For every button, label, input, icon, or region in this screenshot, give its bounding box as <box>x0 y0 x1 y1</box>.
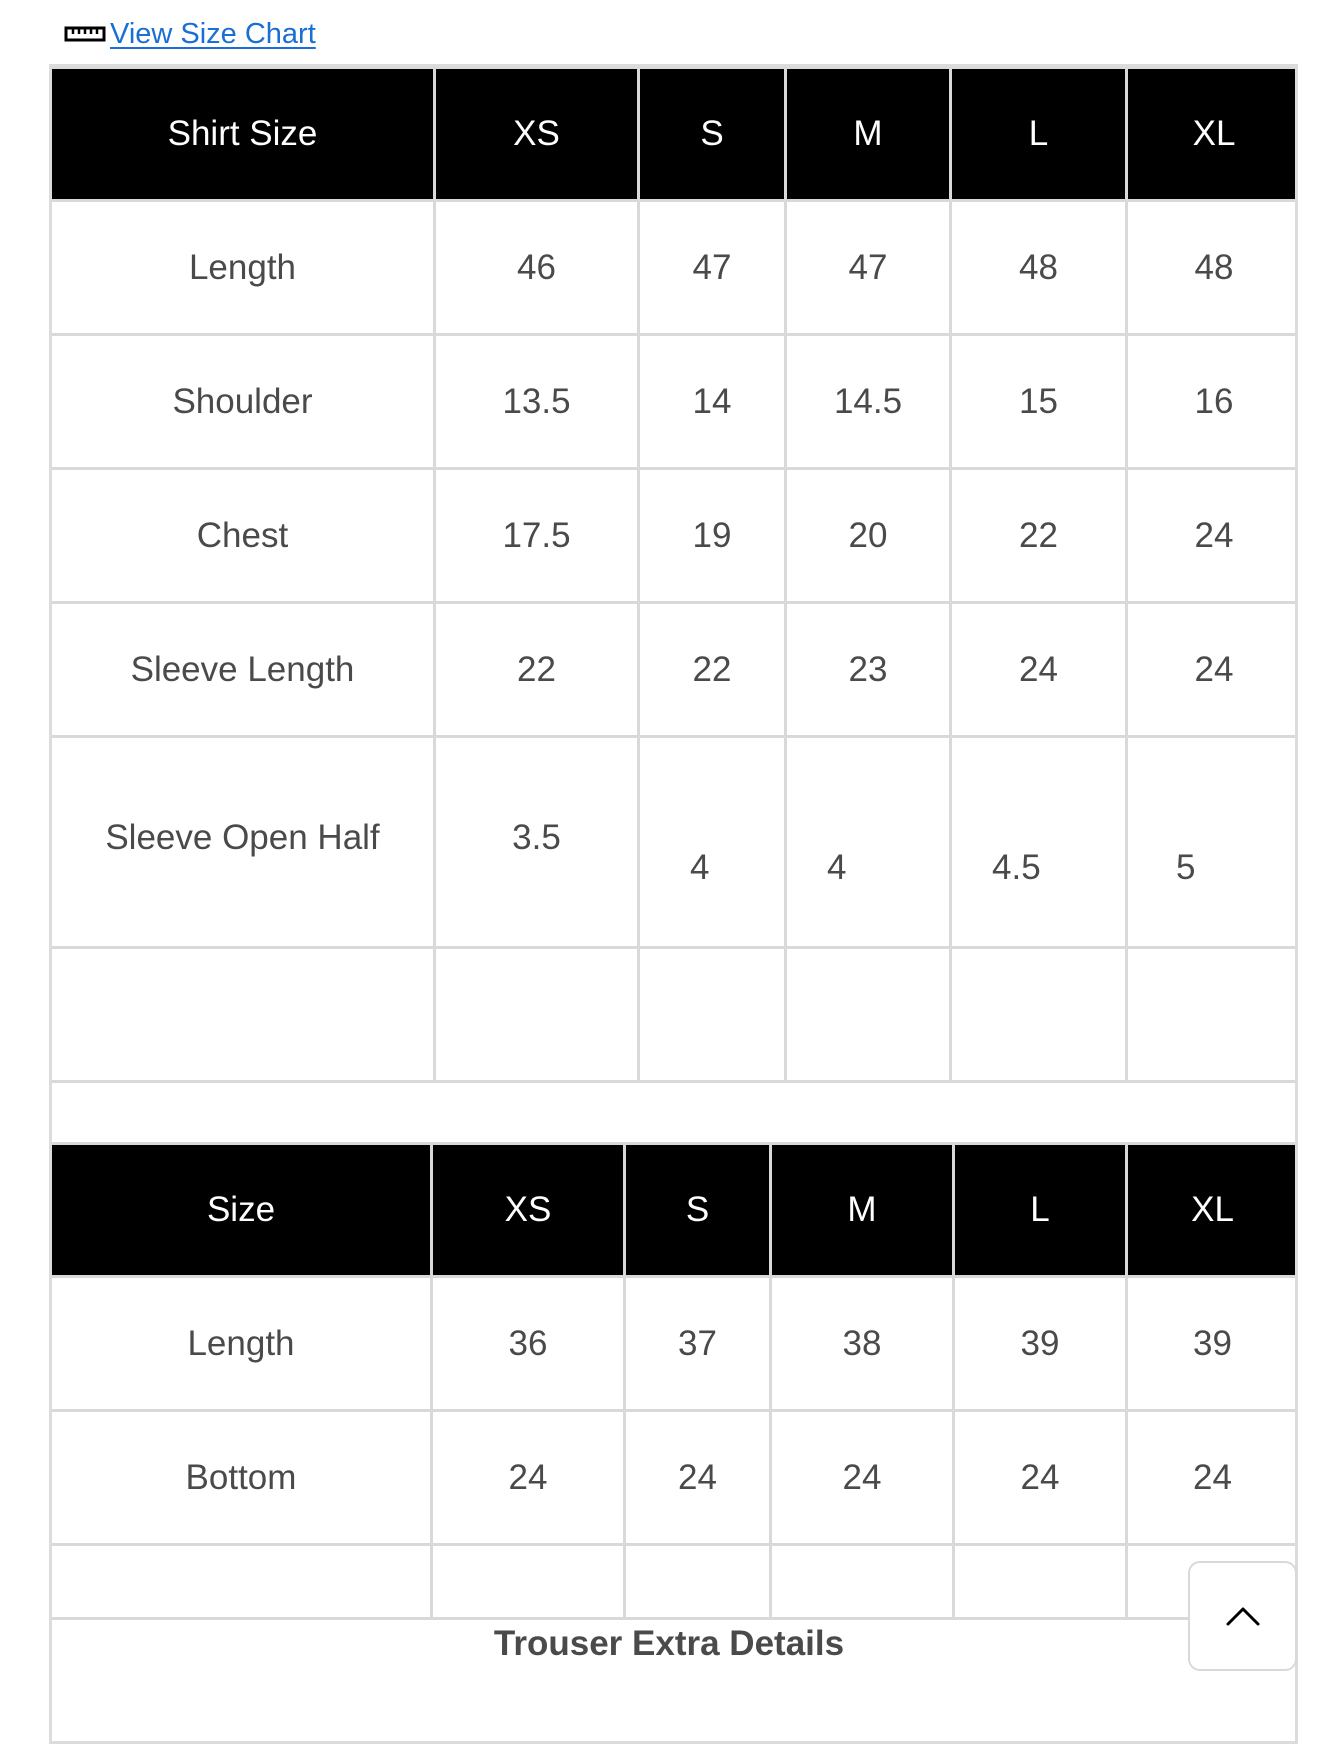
table-cell: 24 <box>625 1411 771 1545</box>
table-cell: 20 <box>786 469 951 603</box>
trouser-header-s: S <box>625 1144 771 1277</box>
table-cell: 14 <box>639 335 786 469</box>
table-cell: 23 <box>786 603 951 737</box>
row-label: Sleeve Length <box>51 603 435 737</box>
row-label: Bottom <box>51 1411 432 1545</box>
table-cell: 24 <box>1127 603 1299 737</box>
table-cell: 14.5 <box>786 335 951 469</box>
shirt-header-label: Shirt Size <box>51 68 435 201</box>
trouser-header-l: L <box>954 1144 1127 1277</box>
row-label: Length <box>51 1277 432 1411</box>
view-size-chart-link[interactable] <box>64 14 316 54</box>
view-size-chart-label[interactable]: View Size Chart <box>110 17 316 50</box>
size-chart-container <box>49 64 1298 1744</box>
table-cell: 24 <box>1127 469 1299 603</box>
shirt-header-m: M <box>786 68 951 201</box>
table-cell: 24 <box>951 603 1127 737</box>
shirt-header-row <box>51 68 1299 201</box>
table-row <box>51 335 1299 469</box>
table-cell: 24 <box>1127 1411 1299 1545</box>
table-cell: 4 <box>639 737 786 948</box>
trouser-header-xl: XL <box>1127 1144 1299 1277</box>
row-label: Sleeve Open Half <box>51 737 435 948</box>
table-cell: 47 <box>786 201 951 335</box>
shirt-header-xl: XL <box>1127 68 1299 201</box>
empty-cell <box>786 948 951 1082</box>
table-cell: 37 <box>625 1277 771 1411</box>
empty-cell <box>1127 948 1299 1082</box>
table-cell: 5 <box>1127 737 1299 948</box>
table-cell: 46 <box>435 201 639 335</box>
table-cell: 4.5 <box>951 737 1127 948</box>
table-cell: 39 <box>1127 1277 1299 1411</box>
trouser-header-label: Size <box>51 1144 432 1277</box>
table-cell: 22 <box>639 603 786 737</box>
trouser-header-row <box>51 1144 1299 1277</box>
table-cell: 17.5 <box>435 469 639 603</box>
table-cell: 19 <box>639 469 786 603</box>
table-row <box>51 1411 1299 1545</box>
empty-cell <box>954 1545 1127 1619</box>
table-row <box>51 1277 1299 1411</box>
table-cell: 15 <box>951 335 1127 469</box>
table-cell: 22 <box>951 469 1127 603</box>
table-cell: 16 <box>1127 335 1299 469</box>
table-cell: 48 <box>1127 201 1299 335</box>
empty-cell <box>51 948 435 1082</box>
table-row <box>51 469 1299 603</box>
empty-cell <box>51 1545 432 1619</box>
table-row <box>51 737 1299 948</box>
empty-cell <box>951 948 1127 1082</box>
empty-cell <box>435 948 639 1082</box>
table-cell: 36 <box>432 1277 625 1411</box>
table-cell: 38 <box>771 1277 954 1411</box>
table-row <box>51 201 1299 335</box>
table-cell: 4 <box>786 737 951 948</box>
table-cell: 48 <box>951 201 1127 335</box>
row-label: Chest <box>51 469 435 603</box>
trouser-extra-details-title: Trouser Extra Details <box>493 1624 845 1663</box>
empty-cell <box>639 948 786 1082</box>
shirt-size-table <box>49 66 1298 1083</box>
trouser-header-xs: XS <box>432 1144 625 1277</box>
row-label: Length <box>51 201 435 335</box>
table-cell: 24 <box>432 1411 625 1545</box>
table-cell: 24 <box>771 1411 954 1545</box>
table-cell: 13.5 <box>435 335 639 469</box>
table-cell: 39 <box>954 1277 1127 1411</box>
table-row <box>51 603 1299 737</box>
shirt-header-s: S <box>639 68 786 201</box>
empty-row <box>51 1545 1299 1619</box>
empty-row <box>51 948 1299 1082</box>
empty-cell <box>771 1545 954 1619</box>
table-cell: 24 <box>954 1411 1127 1545</box>
trouser-size-table <box>49 1142 1298 1620</box>
back-to-top-button[interactable] <box>1188 1561 1297 1671</box>
trouser-header-m: M <box>771 1144 954 1277</box>
table-cell: 22 <box>435 603 639 737</box>
table-cell: 3.5 <box>435 737 639 948</box>
shirt-header-xs: XS <box>435 68 639 201</box>
empty-cell <box>625 1545 771 1619</box>
empty-cell <box>432 1545 625 1619</box>
shirt-header-l: L <box>951 68 1127 201</box>
ruler-icon <box>64 24 106 44</box>
chevron-up-icon <box>1225 1604 1261 1628</box>
table-cell: 47 <box>639 201 786 335</box>
row-label: Shoulder <box>51 335 435 469</box>
